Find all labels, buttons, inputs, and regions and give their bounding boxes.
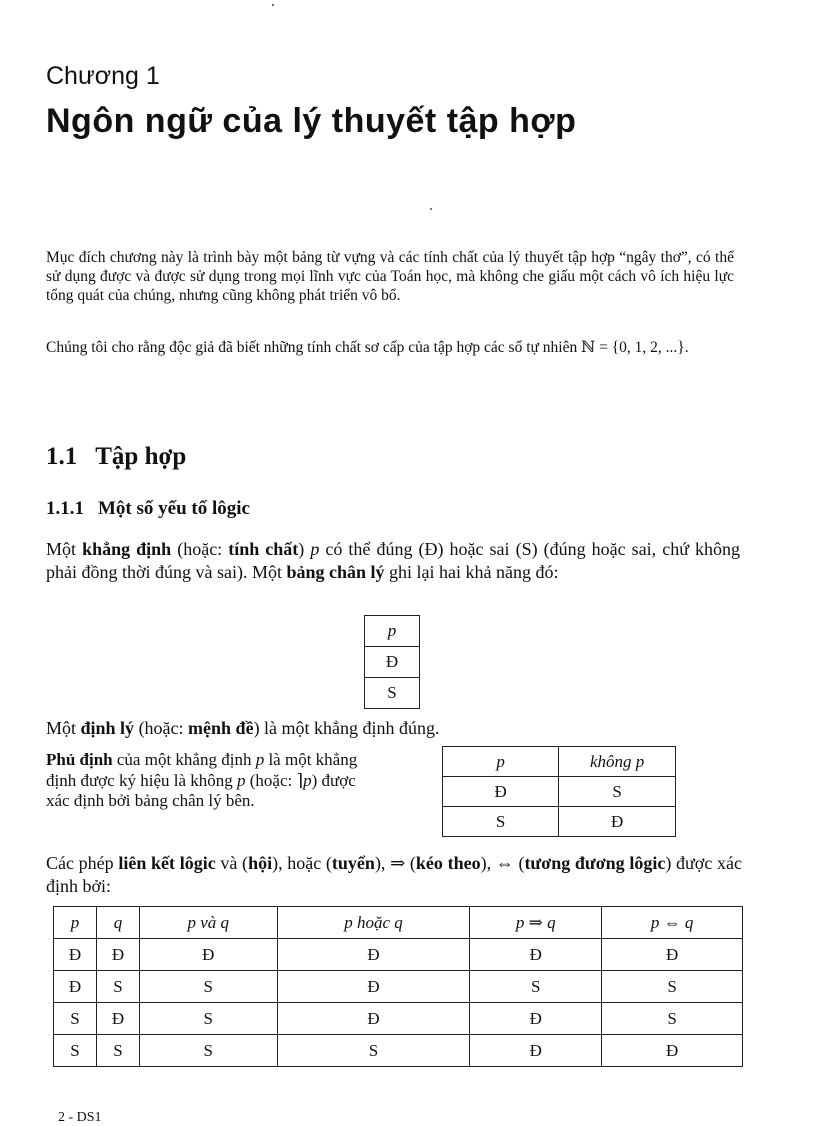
text-run: ) được xác định bởi: — [46, 853, 742, 896]
table-cell: Đ — [277, 971, 470, 1003]
table-cell: S — [139, 1035, 277, 1067]
table-cell: Đ — [470, 1035, 602, 1067]
table-header-cell: p — [365, 616, 420, 647]
table-header-row — [54, 907, 743, 939]
term-proposition: mệnh đề — [188, 718, 254, 738]
subsection-title: Một số yếu tố lôgic — [98, 498, 250, 519]
table-cell: Đ — [470, 1003, 602, 1035]
table-cell: Đ — [602, 939, 743, 971]
term-property: tính chất — [228, 539, 299, 559]
connectives-paragraph — [46, 852, 742, 898]
term-logical-connectives: liên kết lôgic — [118, 853, 216, 873]
table-cell: Đ — [54, 939, 97, 971]
table-cell: S — [139, 1003, 277, 1035]
table-row — [443, 777, 676, 807]
table-cell: Đ — [277, 1003, 470, 1035]
connectives-truth-table — [53, 906, 743, 1067]
text-run: ghi lại hai khả năng đó: — [384, 562, 559, 582]
table-cell: S — [559, 777, 676, 807]
theorem-paragraph — [46, 717, 746, 740]
term-assertion: khẳng định — [82, 539, 172, 559]
table-cell: S — [277, 1035, 470, 1067]
table-header-row — [365, 616, 420, 647]
page-footer-mark: 2 - DS1 — [58, 1110, 102, 1125]
table-row — [443, 807, 676, 837]
text-run: ), hoặc ( — [272, 853, 332, 873]
text-run: Các phép — [46, 853, 119, 873]
table-cell: Đ — [96, 939, 139, 971]
table-cell: Đ — [470, 939, 602, 971]
text-run: ), ⇔ ( — [480, 853, 525, 873]
text-run: ), ⇒ ( — [374, 853, 416, 873]
table-cell: S — [54, 1003, 97, 1035]
text-run: (hoặc: — [134, 718, 189, 738]
text-run: ) là một khẳng định đúng. — [253, 718, 440, 738]
text-run: và ( — [215, 853, 249, 873]
truth-table-p — [364, 615, 420, 709]
text-run: ) — [298, 539, 311, 559]
table-header-row — [443, 747, 676, 777]
table-cell: S — [443, 807, 559, 837]
table-cell: S — [602, 1003, 743, 1035]
chapter-label: Chương 1 — [46, 62, 160, 90]
variable-p: p — [303, 770, 312, 790]
table-cell: Đ — [54, 971, 97, 1003]
table-cell: S — [96, 1035, 139, 1067]
table-cell: Đ — [365, 647, 420, 678]
table-cell: Đ — [443, 777, 559, 807]
variable-p: p — [255, 750, 265, 769]
table-row — [54, 1003, 743, 1035]
table-row — [54, 971, 743, 1003]
table-cell: Đ — [277, 939, 470, 971]
table-row — [54, 939, 743, 971]
term-equivalence: tương đương lôgic — [524, 853, 666, 873]
table-header-cell: p hoặc q — [277, 907, 470, 939]
subsection-number: 1.1.1 — [46, 498, 84, 519]
text-run: của một khẳng định — [112, 750, 256, 769]
assertion-paragraph — [46, 538, 740, 584]
table-row — [365, 678, 420, 709]
table-cell: S — [470, 971, 602, 1003]
table-row — [365, 647, 420, 678]
term-disjunction: tuyển — [331, 853, 375, 873]
variable-p: p — [310, 539, 320, 559]
table-cell: S — [602, 971, 743, 1003]
variable-p: p — [237, 770, 246, 790]
table-cell: Đ — [602, 1035, 743, 1067]
text-run: (hoặc: — [171, 539, 229, 559]
text-run: có thể đúng (Đ) hoặc sai (S) (đúng hoặc sai, chứ không phải đồng thời đúng và sai). Một — [46, 539, 740, 582]
table-cell: S — [54, 1035, 97, 1067]
table-cell: S — [365, 678, 420, 709]
table-header-cell: q — [96, 907, 139, 939]
table-header-cell: p ⇔ q — [602, 907, 743, 939]
scan-speck — [272, 4, 274, 6]
intro-paragraph-1: Mục đích chương này là trình bày một bảng từ vựng và các tính chất của lý thuyết tập hợp “ngây thơ”, có thể sử dụng được và được sử dụng trong mọi lĩnh vực của Toán học, mà không che giấu một cách vô ích hiệu lực tổng quát của chúng, nhưng cũng không phát triển vô bổ. — [46, 249, 734, 304]
subsection-heading — [46, 498, 250, 520]
section-heading — [46, 443, 186, 471]
table-header-cell: p ⇒ q — [470, 907, 602, 939]
negation-paragraph — [46, 750, 376, 812]
scan-speck — [430, 208, 432, 210]
intro-paragraph-2: Chúng tôi cho rằng độc giả đã biết những tính chất sơ cấp của tập hợp các số tự nhiên ℕ = {0, 1, 2, ...}. — [46, 339, 689, 356]
table-row — [54, 1035, 743, 1067]
term-implication: kéo theo — [415, 853, 481, 873]
table-cell: Đ — [559, 807, 676, 837]
text-run: ) được xác định bởi bảng chân lý bên. — [46, 770, 356, 810]
section-title: Tập hợp — [95, 443, 187, 470]
table-header-cell: p — [443, 747, 559, 777]
term-truth-table: bảng chân lý — [286, 562, 385, 582]
term-conjunction: hội — [248, 853, 273, 873]
chapter-title: Ngôn ngữ của lý thuyết tập hợp — [46, 102, 577, 140]
text-run: là một khẳng định được ký hiệu là không — [46, 750, 358, 790]
text-run: Một — [46, 539, 83, 559]
text-run: Một — [46, 718, 81, 738]
negation-table — [442, 746, 676, 837]
table-cell: S — [96, 971, 139, 1003]
table-cell: Đ — [96, 1003, 139, 1035]
term-negation: Phủ định — [46, 750, 113, 769]
table-cell: Đ — [139, 939, 277, 971]
section-number: 1.1 — [46, 443, 78, 470]
table-header-cell: p — [54, 907, 97, 939]
table-header-cell: không p — [559, 747, 676, 777]
text-run: (hoặc: ⌉ — [245, 770, 304, 790]
table-cell: S — [139, 971, 277, 1003]
table-header-cell: p và q — [139, 907, 277, 939]
term-theorem: định lý — [80, 718, 135, 738]
